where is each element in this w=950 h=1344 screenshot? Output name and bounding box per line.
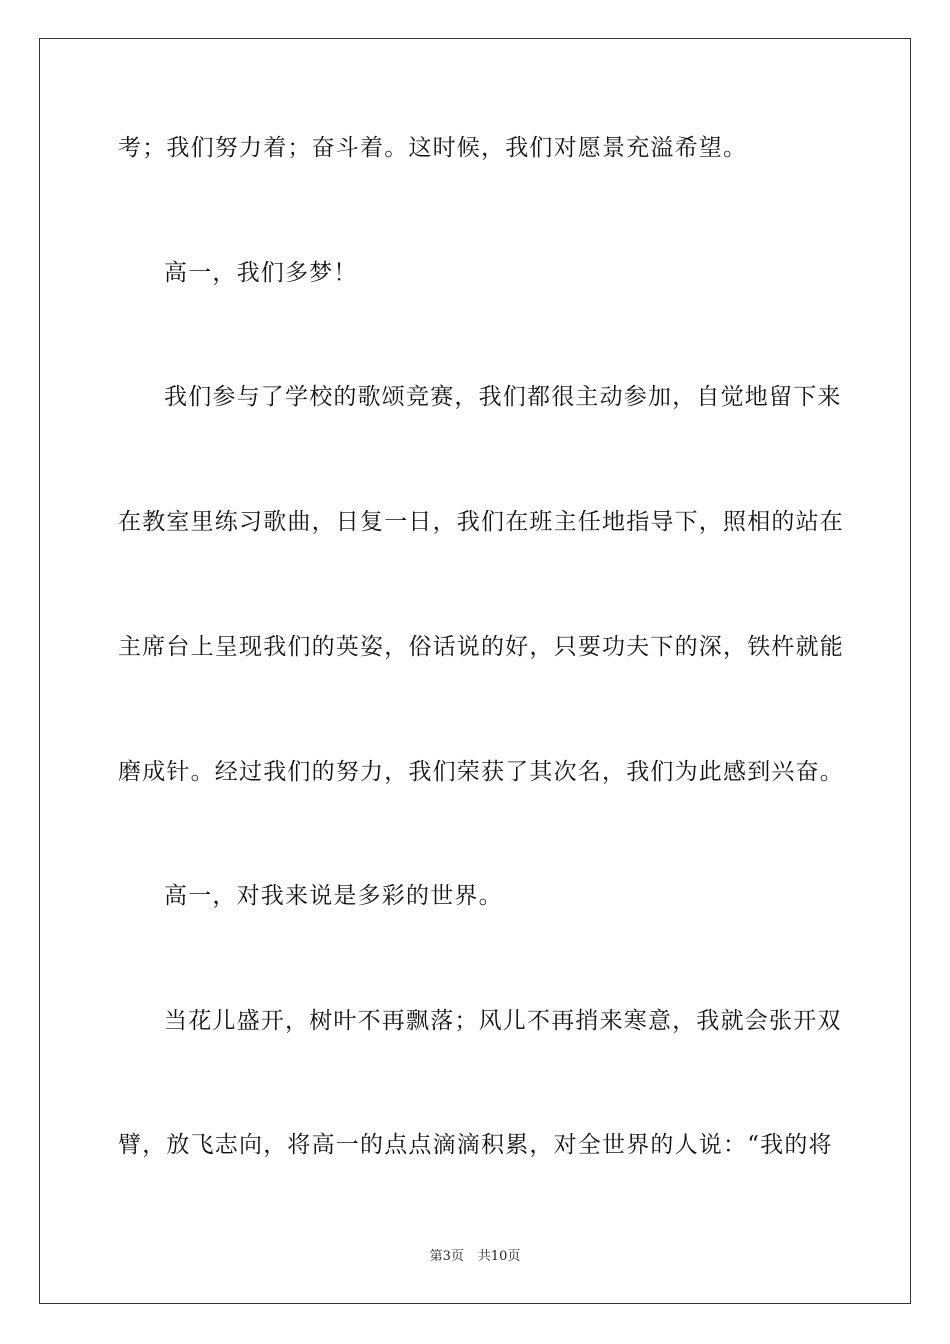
paragraph-line-7: 高一，对我来说是多彩的世界。 <box>164 883 503 909</box>
paragraph-line-6: 磨成针。经过我们的努力，我们荣获了其次名，我们为此感到兴奋。 <box>118 759 844 785</box>
paragraph-line-5: 主席台上呈现我们的英姿，俗话说的好，只要功夫下的深，铁杵就能 <box>118 634 844 660</box>
paragraph-line-1: 考；我们努力着；奋斗着。这时候，我们对愿景充溢希望。 <box>118 135 748 161</box>
page-number: 第3页 <box>429 1249 464 1264</box>
paragraph-line-8: 当花儿盛开，树叶不再飘落；风儿不再捎来寒意，我就会张开双 <box>164 1008 842 1034</box>
total-pages: 共10页 <box>477 1249 521 1264</box>
page-footer <box>0 1248 950 1266</box>
paragraph-line-2: 高一，我们多梦！ <box>164 260 358 286</box>
paragraph-line-9: 臂，放飞志向，将高一的点点滴滴积累，对全世界的人说：“我的将 <box>118 1132 833 1158</box>
paragraph-line-3: 我们参与了学校的歌颂竞赛，我们都很主动参加，自觉地留下来 <box>164 384 842 410</box>
page-border <box>39 38 911 1304</box>
paragraph-line-4: 在教室里练习歌曲，日复一日，我们在班主任地指导下，照相的站在 <box>118 509 844 535</box>
